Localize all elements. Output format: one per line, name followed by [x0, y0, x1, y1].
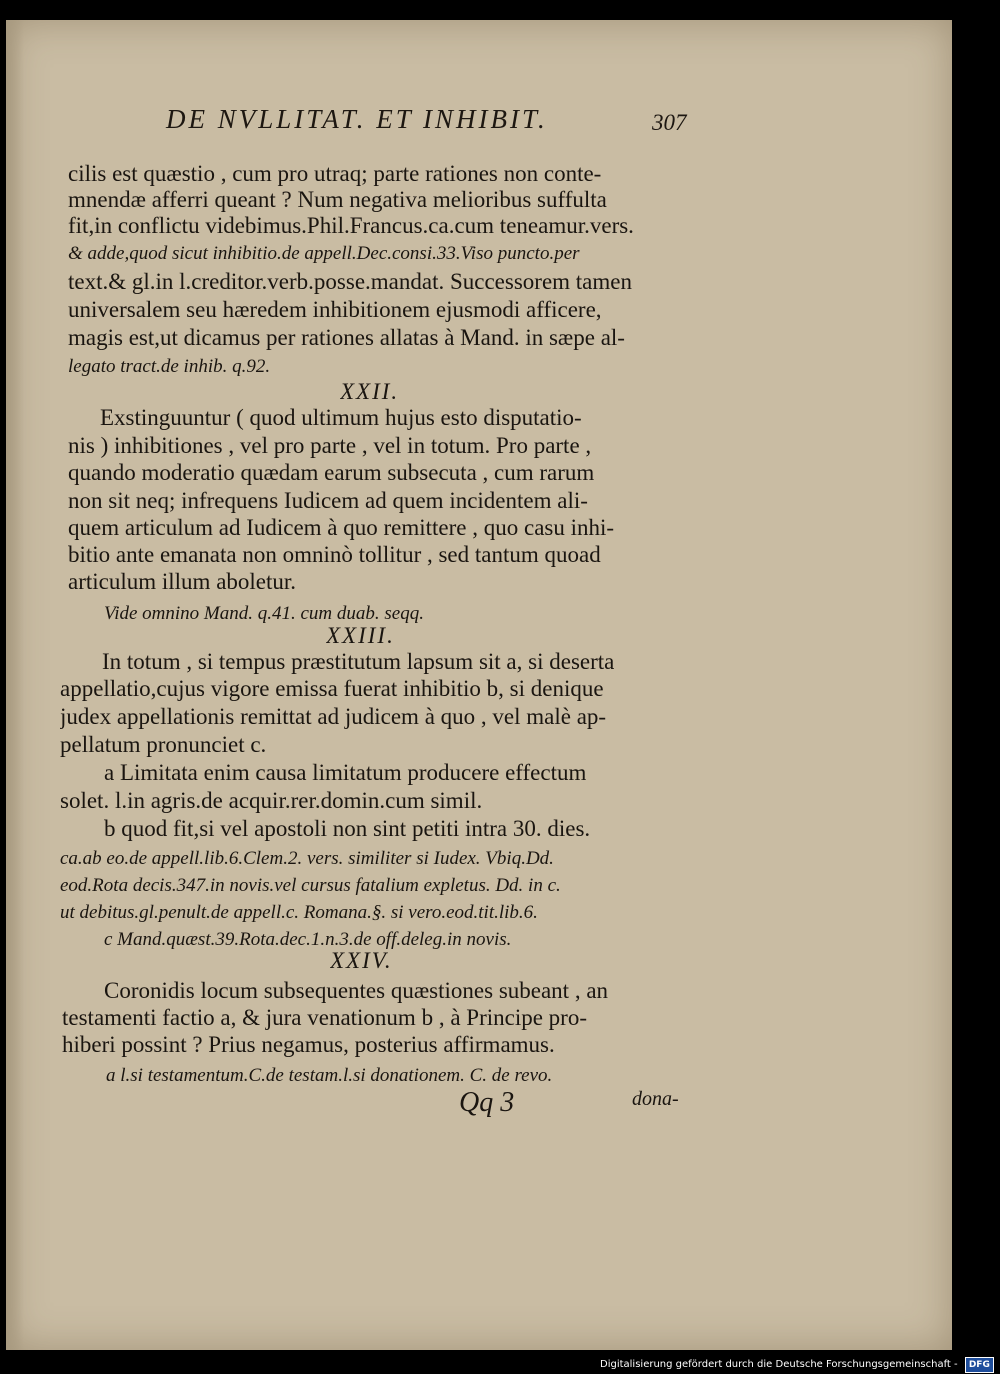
- text-line: cilis est quæstio , cum pro utraq; parte rationes non conte-: [68, 161, 602, 186]
- text-line: b quod fit,si vel apostoli non sint petiti intra 30. dies.: [104, 816, 591, 841]
- digitization-credit: [600, 1357, 994, 1371]
- text-line: bitio ante emanata non omninò tollitur , sed tantum quoad: [68, 542, 601, 567]
- text-line: Vide omnino Mand. q.41. cum duab. seqq.: [104, 603, 424, 624]
- text-line: judex appellationis remittat ad judicem à quo , vel malè ap-: [60, 704, 607, 729]
- text-line: c Mand.quæst.39.Rota.dec.1.n.3.de off.deleg.in novis.: [104, 929, 512, 950]
- text-line: legato tract.de inhib. q.92.: [68, 356, 271, 377]
- text-line: fit,in conflictu videbimus.Phil.Francus.ca.cum teneamur.vers.: [68, 213, 634, 238]
- text-line: In totum , si tempus præstitutum lapsum sit a, si deserta: [102, 649, 615, 674]
- text-line: ca.ab eo.de appell.lib.6.Clem.2. vers. similiter si Iudex. Vbiq.Dd.: [60, 848, 554, 869]
- signature-mark: Qq 3: [459, 1087, 515, 1118]
- catchword: dona-: [632, 1088, 679, 1110]
- text-line: & adde,quod sicut inhibitio.de appell.Dec.consi.33.Viso puncto.per: [68, 243, 580, 264]
- text-line: mnendæ afferri queant ? Num negativa melioribus suffulta: [68, 187, 607, 212]
- text-line: solet. l.in agris.de acquir.rer.domin.cum simil.: [60, 788, 483, 813]
- text-line: a l.si testamentum.C.de testam.l.si donationem. C. de revo.: [106, 1065, 553, 1086]
- dfg-logo-icon[interactable]: DFG: [965, 1357, 994, 1373]
- running-title: DE NVLLITAT. ET INHIBIT.: [166, 104, 548, 134]
- text-line: Exstinguuntur ( quod ultimum hujus esto disputatio-: [100, 405, 582, 430]
- text-line: eod.Rota decis.347.in novis.vel cursus fatalium expletus. Dd. in c.: [60, 875, 561, 896]
- text-line: hiberi possint ? Prius negamus, posterius affirmamus.: [62, 1032, 555, 1057]
- text-line: a Limitata enim causa limitatum producere effectum: [104, 760, 587, 785]
- text-line: text.& gl.in l.creditor.verb.posse.mandat. Successorem tamen: [68, 269, 632, 294]
- text-line: quem articulum ad Iudicem à quo remittere , quo casu inhi-: [68, 515, 615, 540]
- text-line: testamenti factio a, & jura venationum b , à Principe pro-: [62, 1005, 588, 1030]
- section-heading: XXIV.: [330, 948, 393, 973]
- section-heading: XXIII.: [326, 623, 395, 648]
- page-number: 307: [652, 110, 687, 135]
- text-line: appellatio,cujus vigore emissa fuerat inhibitio b, si denique: [60, 676, 604, 701]
- text-line: non sit neq; infrequens Iudicem ad quem incidentem ali-: [68, 488, 588, 513]
- text-line: ut debitus.gl.penult.de appell.c. Romana.§. si vero.eod.tit.lib.6.: [60, 902, 538, 923]
- text-line: universalem seu hæredem inhibitionem ejusmodi afficere,: [68, 297, 602, 322]
- credit-text: Digitalisierung gefördert durch die Deutsche Forschungsgemeinschaft -: [600, 1359, 958, 1370]
- text-line: articulum illum aboletur.: [68, 569, 297, 594]
- text-line: pellatum pronunciet c.: [60, 732, 267, 757]
- section-heading: XXII.: [340, 379, 400, 404]
- text-line: quando moderatio quædam earum subsecuta , cum rarum: [68, 460, 595, 485]
- text-line: nis ) inhibitiones , vel pro parte , vel in totum. Pro parte ,: [68, 433, 592, 458]
- text-line: Coronidis locum subsequentes quæstiones subeant , an: [104, 978, 609, 1003]
- text-line: magis est,ut dicamus per rationes allatas à Mand. in sæpe al-: [68, 325, 625, 350]
